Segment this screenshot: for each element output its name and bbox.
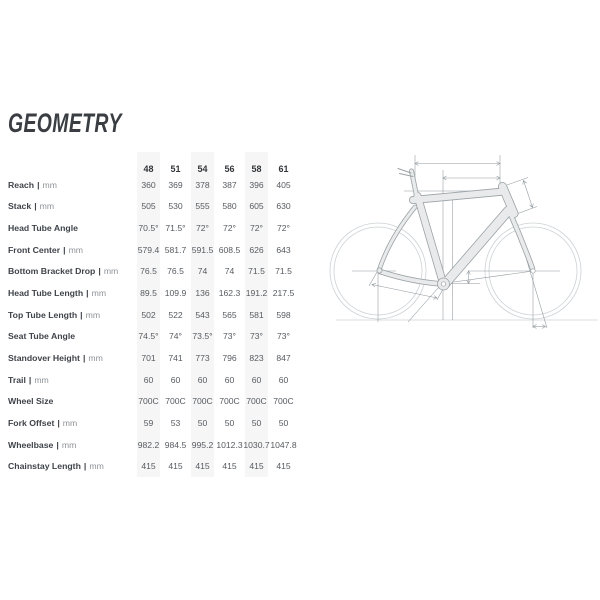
value-cell: 700C [165, 396, 186, 407]
label-separator: | [86, 287, 89, 298]
row-label-text: Top Tube Length [8, 309, 78, 320]
row-unit: mm [42, 179, 57, 190]
bike-geometry-diagram [328, 138, 600, 342]
front-hub [531, 269, 535, 273]
row-label-text: Wheel Size [8, 396, 54, 407]
label-separator: | [57, 418, 60, 429]
fork [511, 214, 533, 269]
row-label [8, 239, 135, 261]
row-label [8, 217, 135, 239]
value-cell: 543 [189, 304, 216, 326]
row-unit: mm [85, 309, 101, 320]
column-header-54: 54 [189, 152, 216, 186]
row-unit: mm [103, 266, 119, 277]
value-cell: 700C [135, 391, 162, 413]
value-cell: 73° [277, 331, 290, 342]
row-label-text: Standover Height [8, 353, 80, 364]
value-cell: 415 [243, 456, 270, 478]
row-unit: mm [61, 439, 77, 450]
bike-diagram-svg [328, 138, 600, 342]
value-cell: 700C [273, 396, 294, 407]
value-cell: 60 [278, 374, 289, 385]
row-label-text: Trail [8, 374, 26, 385]
value-cell: 823 [243, 347, 270, 369]
label-separator: | [34, 201, 37, 212]
value-cell: 396 [243, 174, 270, 196]
label-separator: | [98, 266, 101, 277]
column-header-58: 58 [243, 152, 270, 186]
label-separator: | [56, 439, 59, 450]
value-cell: 415 [189, 456, 216, 478]
value-cell: 378 [189, 174, 216, 196]
value-cell: 565 [222, 309, 237, 320]
value-cell: 191.2 [243, 282, 270, 304]
value-cell: 626 [243, 239, 270, 261]
value-cell: 630 [276, 201, 291, 212]
column-header-56: 56 [224, 164, 235, 174]
value-cell: 72° [243, 217, 270, 239]
value-cell: 555 [189, 195, 216, 217]
value-cell: 73° [243, 326, 270, 348]
value-cell: 53 [170, 418, 181, 429]
value-cell: 608.5 [218, 244, 241, 255]
value-cell: 72° [189, 217, 216, 239]
value-cell: 74° [169, 331, 182, 342]
value-cell: 522 [168, 309, 183, 320]
value-cell: 581.7 [164, 244, 187, 255]
row-label-text: Head Tube Angle [8, 222, 78, 233]
value-cell: 74 [189, 260, 216, 282]
seat-tube [418, 196, 444, 283]
value-cell: 415 [168, 461, 183, 472]
value-cell: 60 [224, 374, 235, 385]
value-cell: 71.5 [243, 260, 270, 282]
value-cell: 1030.7 [243, 434, 270, 456]
row-label-text: Reach [8, 179, 35, 190]
row-unit: mm [88, 353, 103, 364]
wheels-and-ground [330, 223, 598, 320]
value-cell: 50 [224, 418, 235, 429]
column-header-61: 61 [278, 164, 289, 174]
value-cell: 591.5 [189, 239, 216, 261]
value-cell: 701 [135, 347, 162, 369]
value-cell: 70.5° [135, 217, 162, 239]
value-cell: 73.5° [189, 326, 216, 348]
geometry-table [8, 152, 297, 477]
measurement-lines [352, 155, 560, 328]
value-cell: 796 [222, 353, 237, 364]
label-separator: | [80, 309, 83, 320]
row-label [8, 174, 135, 196]
row-label [8, 391, 135, 413]
label-separator: | [63, 244, 66, 255]
value-cell: 995.2 [189, 434, 216, 456]
bottom-bracket-axle [441, 282, 445, 286]
label-separator: | [82, 353, 86, 364]
value-cell: 73° [223, 331, 236, 342]
row-label [8, 304, 135, 326]
value-cell: 109.9 [164, 287, 187, 298]
value-cell: 1047.8 [270, 439, 297, 450]
row-label [8, 195, 135, 217]
label-separator: | [37, 179, 40, 190]
value-cell: 1012.3 [216, 439, 243, 450]
row-label-text: Fork Offset [8, 418, 55, 429]
row-label [8, 412, 135, 434]
row-label [8, 326, 135, 348]
value-cell: 415 [276, 461, 291, 472]
value-cell: 741 [168, 353, 183, 364]
top-tube [413, 192, 504, 201]
value-cell: 405 [276, 179, 291, 190]
value-cell: 369 [168, 179, 183, 190]
row-label-text: Seat Tube Angle [8, 331, 76, 342]
value-cell: 530 [168, 201, 183, 212]
value-cell: 605 [243, 195, 270, 217]
value-cell: 502 [135, 304, 162, 326]
value-cell: 581 [243, 304, 270, 326]
row-label [8, 282, 135, 304]
value-cell: 505 [135, 195, 162, 217]
chainstay-measure [372, 285, 437, 299]
value-cell: 60 [135, 369, 162, 391]
value-cell: 217.5 [272, 287, 295, 298]
value-cell: 598 [276, 309, 291, 320]
value-cell: 72° [277, 222, 290, 233]
value-cell: 700C [243, 391, 270, 413]
value-cell: 773 [189, 347, 216, 369]
value-cell: 360 [135, 174, 162, 196]
guide [517, 207, 538, 215]
head-tube-length-measure [524, 181, 533, 208]
value-cell: 60 [189, 369, 216, 391]
value-cell: 982.2 [135, 434, 162, 456]
value-cell: 984.5 [164, 439, 187, 450]
down-tube [444, 211, 508, 285]
row-label-text: Stack [8, 201, 32, 212]
row-label [8, 347, 135, 369]
value-cell: 60 [243, 369, 270, 391]
row-label [8, 434, 135, 456]
row-unit: mm [34, 374, 49, 385]
value-cell: 60 [170, 374, 181, 385]
column-header-48: 48 [135, 152, 162, 186]
row-label-text: Wheelbase [8, 439, 54, 450]
row-unit: mm [91, 287, 107, 298]
value-cell: 89.5 [135, 282, 162, 304]
value-cell: 136 [189, 282, 216, 304]
value-cell: 74 [224, 266, 235, 277]
value-cell: 415 [222, 461, 237, 472]
value-cell: 72° [223, 222, 236, 233]
row-unit: mm [68, 244, 84, 255]
label-separator: | [83, 461, 87, 472]
value-cell: 162.3 [218, 287, 241, 298]
row-unit: mm [89, 461, 104, 472]
row-label [8, 456, 135, 478]
row-unit: mm [39, 201, 55, 212]
row-label [8, 369, 135, 391]
value-cell: 50 [278, 418, 289, 429]
row-label-text: Chainstay Length [8, 461, 81, 472]
value-cell: 387 [222, 179, 237, 190]
row-label-text: Bottom Bracket Drop [8, 266, 96, 277]
row-label-text: Head Tube Length [8, 287, 84, 298]
column-header-51: 51 [170, 164, 181, 174]
value-cell: 847 [276, 353, 291, 364]
row-label-text: Front Center [8, 244, 61, 255]
value-cell: 76.5 [167, 266, 184, 277]
value-cell: 579.4 [135, 239, 162, 261]
rear-dropout [377, 268, 382, 273]
value-cell: 71.5 [275, 266, 292, 277]
guide [369, 272, 377, 286]
value-cell: 415 [135, 456, 162, 478]
row-label [8, 260, 135, 282]
value-cell: 700C [219, 396, 240, 407]
value-cell: 50 [243, 412, 270, 434]
value-cell: 580 [222, 201, 237, 212]
value-cell: 71.5° [165, 222, 186, 233]
label-separator: | [28, 374, 32, 385]
value-cell: 50 [189, 412, 216, 434]
frame [377, 169, 535, 291]
page-title: GEOMETRY [8, 108, 122, 138]
value-cell: 76.5 [135, 260, 162, 282]
value-cell: 700C [189, 391, 216, 413]
value-cell: 59 [135, 412, 162, 434]
value-cell: 74.5° [135, 326, 162, 348]
row-unit: mm [62, 418, 78, 429]
value-cell: 643 [276, 244, 291, 255]
